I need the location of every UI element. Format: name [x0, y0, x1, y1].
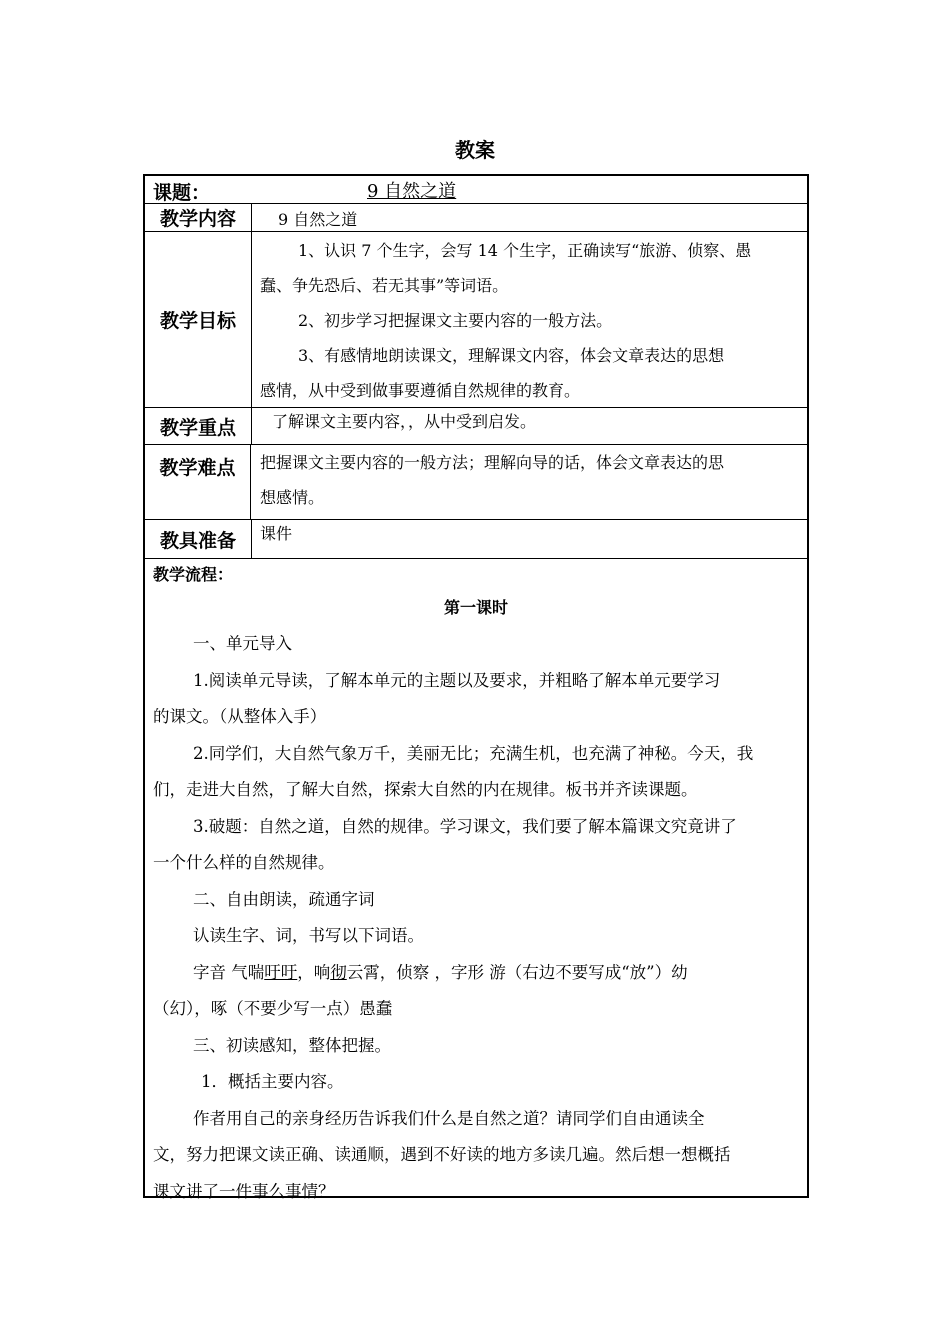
lesson-plan-table	[143, 174, 809, 1201]
para-6: 1．概括主要内容。	[201, 1072, 344, 1091]
row-goals	[145, 232, 807, 408]
section-2-heading: 二、自由朗读，疏通字词	[193, 889, 375, 909]
difficulties-line-2: 想感情。	[260, 488, 325, 507]
tools-cell	[252, 520, 807, 558]
para-7-line-2: 文，努力把课文读正确、读通顺，遇到不好读的地方多读几遍。然后想一想概括	[153, 1145, 731, 1164]
para-2-line-1: 2.同学们，大自然气象万千，美丽无比；充满生机，也充满了神秘。今天，我	[193, 743, 754, 763]
row-difficulties	[145, 445, 807, 520]
teaching-flow	[153, 560, 799, 1210]
key-points-label: 教学重点	[145, 408, 252, 444]
section-1-heading: 一、单元导入	[193, 634, 292, 653]
content-label: 教学内容	[145, 204, 252, 231]
para-1-line-1: 1.阅读单元导读，了解本单元的主题以及要求，并粗略了解本单元要学习	[193, 670, 721, 690]
para-3-line-1: 3.破题：自然之道，自然的规律。学习课文，我们要了解本篇课文究竟讲了	[193, 816, 737, 836]
subject-value: 9 自然之道	[367, 181, 457, 202]
para-7-line-3: 课文讲了一件事么事情？	[153, 1181, 335, 1201]
underlined-char-che: 彻	[330, 962, 347, 982]
row-key-points	[145, 408, 807, 445]
difficulties-label: 教学难点	[145, 445, 251, 519]
difficulties-cell	[252, 445, 807, 519]
goal-3-line-1: 3、有感情地朗读课文，理解课文内容，体会文章表达的思想	[298, 346, 725, 365]
para-5-pre: 字音 气喘	[193, 962, 265, 982]
para-5-line-1	[153, 955, 799, 992]
tools-value: 课件	[260, 524, 293, 543]
row-content	[145, 204, 807, 232]
para-5-mid: ，响	[297, 962, 331, 982]
para-5-line-2: （幻），啄（不要少写一点）愚蠢	[153, 999, 393, 1018]
content-value: 9 自然之道	[278, 210, 358, 229]
para-7-line-1: 作者用自己的亲身经历告诉我们什么是自然之道？请同学们自由通读全	[193, 1108, 705, 1128]
document-title: 教案	[455, 138, 495, 162]
para-1-line-2: 的课文。（从整体入手）	[153, 707, 327, 726]
content-cell	[252, 204, 807, 231]
row-subject	[145, 176, 807, 204]
section-3-heading: 三、初读感知，整体把握。	[193, 1035, 391, 1055]
row-tools	[145, 520, 807, 559]
underlined-word-xuxu: 吁吁	[264, 962, 298, 982]
key-points-value: 了解课文主要内容，，从中受到启发。	[272, 412, 537, 431]
key-points-cell	[252, 408, 807, 444]
lesson-period-title: 第一课时	[443, 598, 508, 617]
goal-1-line-2: 蠢、争先恐后、若无其事”等词语。	[260, 276, 509, 295]
difficulties-line-1: 把握课文主要内容的一般方法；理解向导的话，体会文章表达的思	[260, 453, 725, 472]
goals-cell	[252, 232, 807, 407]
para-4: 认读生字、词，书写以下词语。	[193, 926, 424, 945]
flow-heading: 教学流程：	[153, 565, 234, 584]
para-5-post: 云霄，侦察 ，字形 游（右边不要写成“放”）幼	[346, 962, 688, 982]
tools-label: 教具准备	[145, 520, 252, 558]
para-2-line-2: 们，走进大自然，了解大自然，探索大自然的内在规律。板书并齐读课题。	[153, 780, 698, 799]
goals-label: 教学目标	[145, 232, 252, 407]
para-3-line-2: 一个什么样的自然规律。	[153, 853, 335, 872]
goal-1-line-1: 1、认识 7 个生字，会写 14 个生字，正确读写“旅游、侦察、愚	[298, 241, 752, 260]
goal-2: 2、初步学习把握课文主要内容的一般方法。	[298, 311, 613, 330]
goal-3-line-2: 感情，从中受到做事要遵循自然规律的教育。	[260, 381, 581, 400]
subject-label: 课题：	[153, 182, 211, 204]
